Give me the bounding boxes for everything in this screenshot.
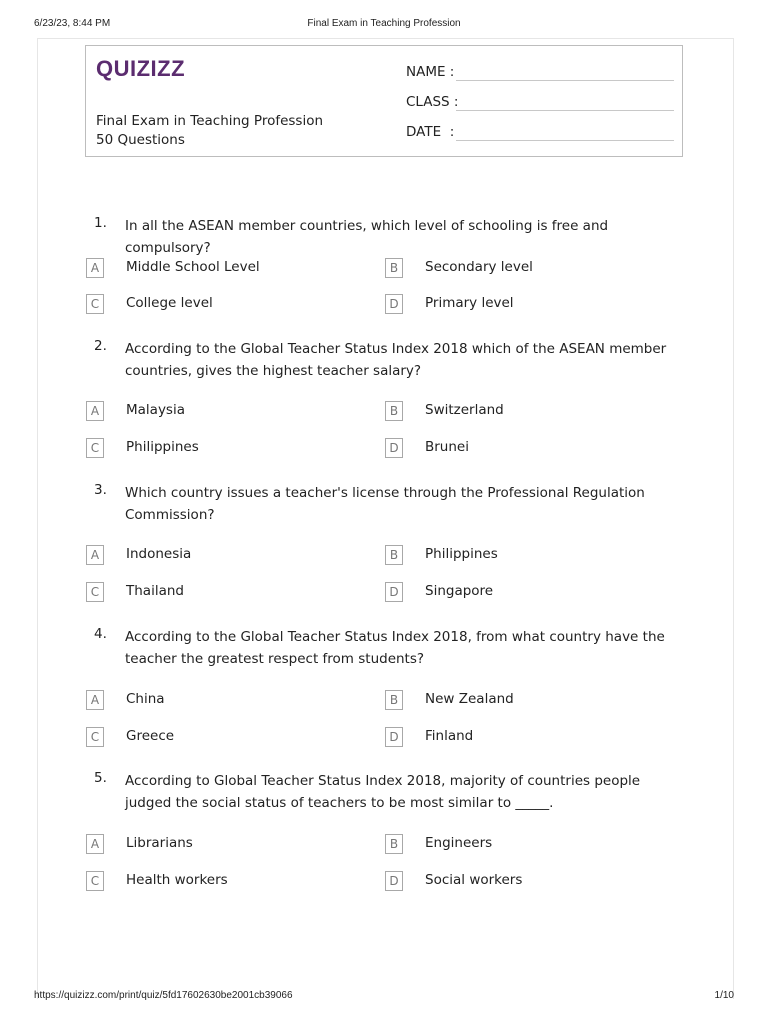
option-text: Librarians [126,835,193,851]
option-text: Singapore [425,583,494,599]
option-letter-box: A [86,401,104,421]
question-number: 1. [94,215,107,231]
class-line [456,110,674,111]
option-letter-box: C [86,294,104,314]
option-text: Middle School Level [126,259,260,275]
option-letter-box: A [86,834,104,854]
quiz-header-box [85,45,683,157]
option-letter-box: D [385,871,403,891]
option-letter-box: C [86,582,104,602]
option-text: College level [126,295,213,311]
question-text: According to the Global Teacher Status Index 2018 which of the ASEAN member countries, gives the highest teacher salary? [125,341,667,379]
question-number: 4. [94,626,107,642]
option-text: Philippines [126,439,199,455]
option-letter-box: A [86,690,104,710]
option-letter-box: C [86,727,104,747]
option-text: Primary level [425,295,514,311]
name-label: NAME : [406,64,455,80]
question-number: 2. [94,338,107,354]
option-letter-box: B [385,545,403,565]
option-letter-box: B [385,690,403,710]
option-text: Secondary level [425,259,533,275]
option-letter-box: B [385,401,403,421]
option-letter-box: D [385,582,403,602]
option-text: Indonesia [126,546,192,562]
option-text: Social workers [425,872,523,888]
option-text: Engineers [425,835,493,851]
option-text: Malaysia [126,402,185,418]
option-letter-box: C [86,871,104,891]
option-text: Health workers [126,872,228,888]
option-text: Switzerland [425,402,504,418]
date-field [406,124,454,140]
option-letter-box: D [385,727,403,747]
question-text: In all the ASEAN member countries, which level of schooling is free and compulsory? [125,218,609,256]
option-letter-box: A [86,545,104,565]
print-footer [34,990,734,1004]
name-line [456,80,674,81]
option-text: Greece [126,728,175,744]
page-url: https://quizizz.com/print/quiz/5fd17602630be2001cb39066 [34,990,293,1001]
date-line [456,140,674,141]
question-number: 3. [94,482,107,498]
option-text: Philippines [425,546,498,562]
page-number: 1/10 [714,990,734,1001]
class-field [406,94,458,110]
question-count: 50 Questions [96,132,185,148]
class-label: CLASS : [406,94,459,110]
option-letter-box: A [86,258,104,278]
option-text: China [126,691,165,707]
name-field [406,64,454,80]
question-text: According to the Global Teacher Status Index 2018, from what country have the teacher the greatest respect from students? [125,629,665,667]
date-label: DATE : [406,124,455,140]
option-letter-box: B [385,834,403,854]
option-text: Brunei [425,439,469,455]
print-header [34,18,734,32]
print-doc-title: Final Exam in Teaching Profession [307,18,461,29]
question-text: Which country issues a teacher's license through the Professional Regulation Commission? [125,485,645,523]
option-text: Finland [425,728,474,744]
option-letter-box: D [385,438,403,458]
question-text: According to Global Teacher Status Index 2018, majority of countries people judged the social status of teachers to be most similar to _____. [125,773,641,811]
question-number: 5. [94,770,107,786]
option-text: New Zealand [425,691,514,707]
option-letter-box: B [385,258,403,278]
quiz-title: Final Exam in Teaching Profession [96,113,324,129]
option-letter-box: C [86,438,104,458]
option-letter-box: D [385,294,403,314]
quizizz-logo: QUIZIZZ [96,56,186,81]
option-text: Thailand [126,583,184,599]
print-datetime: 6/23/23, 8:44 PM [34,18,111,29]
